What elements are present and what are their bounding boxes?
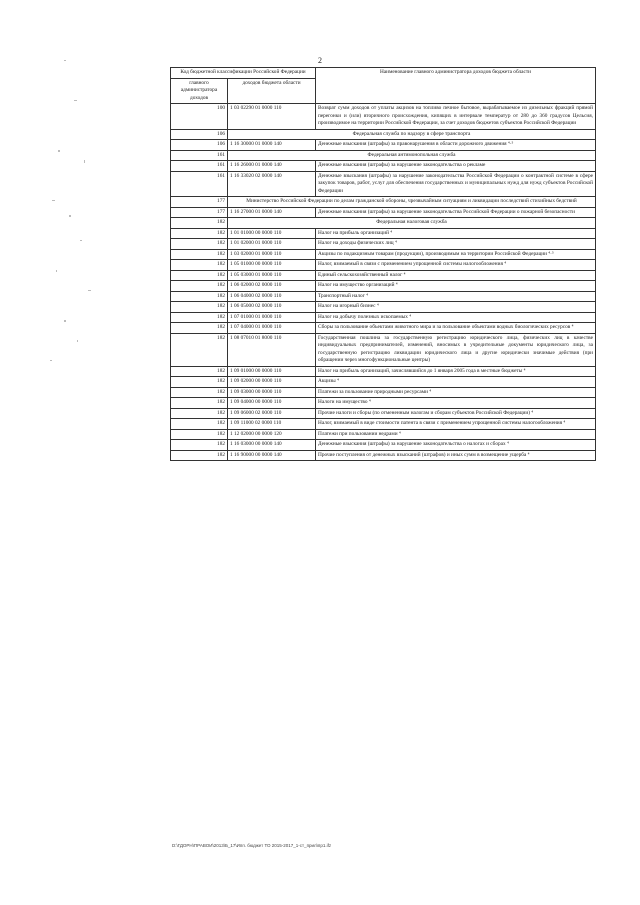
admin-code-cell: 182 (171, 302, 228, 313)
table-row (171, 228, 596, 239)
table-row (171, 239, 596, 250)
header-administrator-name: Наименование главного администратора доходов бюджета области (316, 68, 596, 104)
revenue-code-cell: 1 16 03000 00 0000 140 (228, 440, 316, 451)
revenue-code-cell: 1 16 27000 01 0000 140 (228, 207, 316, 218)
revenue-name-cell: Денежные взыскания (штрафы) за нарушение законодательства Российской Федерации о пожарной безопасности (316, 207, 596, 218)
revenue-code-cell: 1 06 04000 02 0000 110 (228, 291, 316, 302)
revenue-code-cell: 1 09 04000 00 0000 110 (228, 398, 316, 409)
revenue-code-cell: 1 09 01000 00 0000 110 (228, 366, 316, 377)
header-admin-code: главного администратора доходов (171, 78, 228, 104)
revenue-administrators-table (170, 67, 596, 461)
table-row (171, 291, 596, 302)
revenue-name-cell: Единый сельскохозяйственный налог ⁴ (316, 270, 596, 281)
revenue-code-cell: 1 05 01000 00 0000 110 (228, 260, 316, 271)
admin-code-cell: 182 (171, 450, 228, 461)
revenue-name-cell: Государственная пошлина за государственную регистрацию юридического лица, физических лиц в качестве индивидуальных предпринимателей, изменений, вносимых в учредительные документы юридического лица, за государственную регистрацию ликвидации юридического лица и другие юридически значимые действия (при обращении через многофункциональные центры) (316, 333, 596, 366)
revenue-code-cell: 1 03 02000 01 0000 110 (228, 249, 316, 260)
table-row (171, 140, 596, 151)
table-body (171, 104, 596, 461)
admin-code-cell: 182 (171, 440, 228, 451)
section-row (171, 129, 596, 140)
revenue-name-cell: Налог на игорный бизнес ⁴ (316, 302, 596, 313)
table-row (171, 387, 596, 398)
revenue-name-cell: Денежные взыскания (штрафы) за нарушение законодательства Российской Федерации о контрактной системе в сфере закупок товаров, работ, услуг для обеспечения государственных и муниципальных нужд для нужд субъектов Российской Федерации (316, 171, 596, 197)
table-row (171, 377, 596, 388)
admin-code-cell: 182 (171, 270, 228, 281)
admin-code-cell: 182 (171, 218, 228, 229)
scan-margin-artifact (44, 40, 104, 370)
revenue-name-cell: Прочие налоги и сборы (по отмененным налогам и сборам субъектов Российской Федерации) ⁴ (316, 408, 596, 419)
admin-code-cell: 182 (171, 228, 228, 239)
table-row (171, 408, 596, 419)
section-row (171, 218, 596, 229)
file-path-footer: D:\ГДОРН\ПРАВОИ\2013\Б_17\Ипп. бюджет ТО 2015-2017_1-ст_прил\пр1.ifz (172, 843, 332, 848)
header-revenue-code: доходов бюджета области (228, 78, 316, 104)
revenue-name-cell: Возврат сумм доходов от уплаты акцизов на топливо печное бытовое, вырабатываемое из дизельных фракций прямой перегонки и (или) вторичного происхождения, кипящих в интервале температур от 280 до 360 градусов Цельсия, производимое на территории Российской Федерации, за счет доходов бюджетов субъектов Российской Федерации (316, 104, 596, 130)
revenue-code-cell: 1 16 90000 00 0000 140 (228, 450, 316, 461)
revenue-code-cell: 1 03 02290 01 0000 110 (228, 104, 316, 130)
revenue-code-cell: 1 07 01000 01 0000 110 (228, 312, 316, 323)
admin-code-cell: 100 (171, 104, 228, 130)
admin-code-cell: 182 (171, 281, 228, 292)
table-row (171, 323, 596, 334)
admin-code-cell: 177 (171, 197, 228, 208)
revenue-code-cell: 1 08 07010 01 8000 110 (228, 333, 316, 366)
table-row (171, 398, 596, 409)
admin-code-cell: 182 (171, 419, 228, 430)
revenue-name-cell: Платежи при пользовании недрами ⁴ (316, 429, 596, 440)
admin-code-cell: 182 (171, 408, 228, 419)
revenue-name-cell: Платежи за пользование природными ресурсами ⁴ (316, 387, 596, 398)
revenue-name-cell: Налог на доходы физических лиц ⁴ (316, 239, 596, 250)
table-row (171, 171, 596, 197)
page-number: 2 (318, 56, 322, 65)
section-title-cell: Министерство Российской Федерации по делам гражданской обороны, чрезвычайным ситуациям и ликвидации последствий стихийных бедствий (228, 197, 596, 208)
section-title-cell: Федеральная служба по надзору в сфере транспорта (228, 129, 596, 140)
section-title-cell: Федеральная антимонопольная служба (228, 150, 596, 161)
admin-code-cell: 106 (171, 129, 228, 140)
revenue-code-cell: 1 12 02000 00 0000 120 (228, 429, 316, 440)
admin-code-cell: 182 (171, 323, 228, 334)
section-row (171, 197, 596, 208)
table-row (171, 281, 596, 292)
admin-code-cell: 106 (171, 140, 228, 151)
table-row (171, 440, 596, 451)
revenue-code-cell: 1 16 30000 01 0000 140 (228, 140, 316, 151)
admin-code-cell: 182 (171, 398, 228, 409)
revenue-code-cell: 1 01 02000 01 0000 110 (228, 239, 316, 250)
section-row (171, 150, 596, 161)
table-row (171, 270, 596, 281)
admin-code-cell: 182 (171, 429, 228, 440)
admin-code-cell: 182 (171, 249, 228, 260)
admin-code-cell: 182 (171, 239, 228, 250)
revenue-name-cell: Денежные взыскания (штрафы) за нарушение законодательства о налогах и сборах ⁴ (316, 440, 596, 451)
admin-code-cell: 182 (171, 312, 228, 323)
table-row (171, 419, 596, 430)
admin-code-cell: 161 (171, 150, 228, 161)
revenue-name-cell: Денежные взыскания (штрафы) за нарушение законодательства о рекламе (316, 161, 596, 172)
revenue-name-cell: Налог на прибыль организаций, зачислявшийся до 1 января 2005 года в местные бюджеты ⁴ (316, 366, 596, 377)
revenue-name-cell: Налог на прибыль организаций ⁴ (316, 228, 596, 239)
header-classification-code: Код бюджетной классификации Российской Федерации (171, 68, 316, 79)
revenue-name-cell: Денежные взыскания (штрафы) за правонарушения в области дорожного движения ⁴·⁵ (316, 140, 596, 151)
admin-code-cell: 182 (171, 377, 228, 388)
table-header-row (171, 68, 596, 79)
revenue-code-cell: 1 16 26000 01 0000 140 (228, 161, 316, 172)
table-row (171, 249, 596, 260)
revenue-code-cell: 1 05 03000 01 0000 110 (228, 270, 316, 281)
admin-code-cell: 161 (171, 171, 228, 197)
revenue-code-cell: 1 16 33020 02 0000 140 (228, 171, 316, 197)
section-title-cell: Федеральная налоговая служба (228, 218, 596, 229)
revenue-name-cell: Транспортный налог ⁴ (316, 291, 596, 302)
revenue-code-cell: 1 09 02000 00 0000 110 (228, 377, 316, 388)
admin-code-cell: 182 (171, 260, 228, 271)
admin-code-cell: 182 (171, 387, 228, 398)
table-row (171, 366, 596, 377)
table-row (171, 450, 596, 461)
table-row (171, 207, 596, 218)
admin-code-cell: 161 (171, 161, 228, 172)
revenue-code-cell: 1 09 03000 00 0000 110 (228, 387, 316, 398)
table-row (171, 104, 596, 130)
revenue-code-cell: 1 07 04000 01 0000 110 (228, 323, 316, 334)
table-row (171, 333, 596, 366)
table-row (171, 260, 596, 271)
table-row (171, 429, 596, 440)
revenue-code-cell: 1 06 05000 02 0000 110 (228, 302, 316, 313)
revenue-name-cell: Налог на добычу полезных ископаемых ⁴ (316, 312, 596, 323)
revenue-name-cell: Налог, взимаемый в виде стоимости патента в связи с применением упрощенной системы налогообложения ⁴ (316, 419, 596, 430)
revenue-name-cell: Налог, взимаемый в связи с применением упрощенной системы налогообложения ⁴ (316, 260, 596, 271)
admin-code-cell: 182 (171, 366, 228, 377)
revenue-code-cell: 1 06 02000 02 0000 110 (228, 281, 316, 292)
revenue-name-cell: Акцизы ⁴ (316, 377, 596, 388)
revenue-code-cell: 1 09 11000 02 0000 110 (228, 419, 316, 430)
table-row (171, 161, 596, 172)
revenue-name-cell: Налоги на имущество ⁴ (316, 398, 596, 409)
table-row (171, 302, 596, 313)
revenue-code-cell: 1 09 06000 02 0000 110 (228, 408, 316, 419)
revenue-code-cell: 1 01 01000 00 0000 110 (228, 228, 316, 239)
revenue-name-cell: Акцизы по подакцизным товарам (продукции), производимым на территории Российской Федерации ⁴·⁵ (316, 249, 596, 260)
revenue-name-cell: Налог на имущество организаций ⁴ (316, 281, 596, 292)
admin-code-cell: 182 (171, 333, 228, 366)
revenue-name-cell: Сборы за пользование объектами животного мира и за пользование объектами водных биологических ресурсов ⁴ (316, 323, 596, 334)
table-row (171, 312, 596, 323)
revenue-name-cell: Прочие поступления от денежных взысканий (штрафов) и иных сумм в возмещение ущерба ⁴ (316, 450, 596, 461)
admin-code-cell: 182 (171, 291, 228, 302)
admin-code-cell: 177 (171, 207, 228, 218)
